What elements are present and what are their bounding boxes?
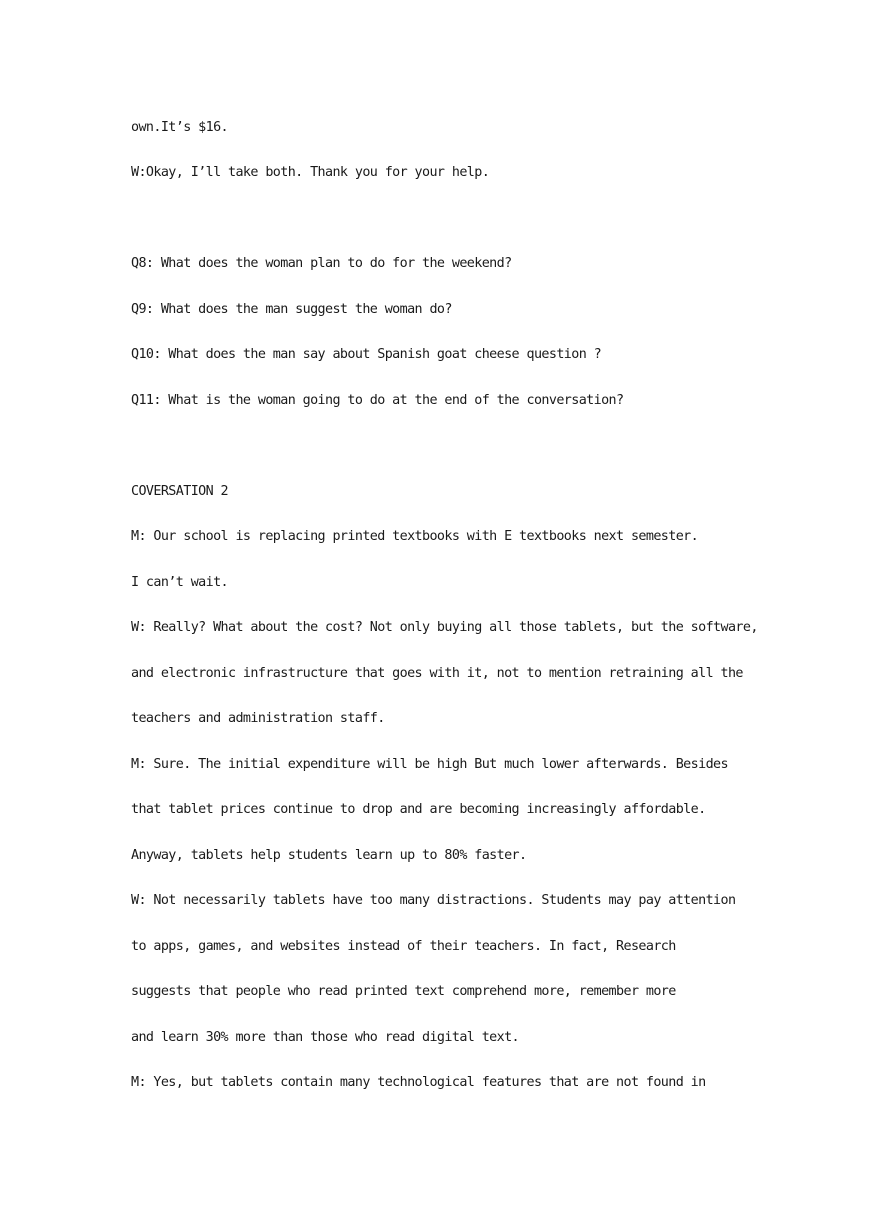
section-heading: COVERSATION 2 [131, 484, 229, 499]
text-line: teachers and administration staff. [131, 711, 385, 726]
text-line: M: Sure. The initial expenditure will be high But much lower afterwards. Besides [131, 757, 728, 772]
text-line: that tablet prices continue to drop and are becoming increasingly affordable. [131, 802, 706, 817]
text-line: and learn 30% more than those who read digital text. [131, 1030, 520, 1045]
question-line: Q8: What does the woman plan to do for the weekend? [131, 256, 512, 271]
text-line: M: Yes, but tablets contain many technological features that are not found in [131, 1075, 706, 1090]
text-line: to apps, games, and websites instead of their teachers. In fact, Research [131, 939, 676, 954]
text-line: I can’t wait. [131, 575, 229, 590]
text-line: and electronic infrastructure that goes with it, not to mention retraining all the [131, 666, 743, 681]
text-line: W:Okay, I’ll take both. Thank you for your help. [131, 165, 490, 180]
question-line: Q9: What does the man suggest the woman do? [131, 302, 452, 317]
text-line: own.It’s $16. [131, 120, 229, 135]
text-line: M: Our school is replacing printed textbooks with E textbooks next semester. [131, 529, 699, 544]
text-line: Anyway, tablets help students learn up to 80% faster. [131, 848, 527, 863]
text-line: suggests that people who read printed text comprehend more, remember more [131, 984, 676, 999]
text-line: W: Not necessarily tablets have too many distractions. Students may pay attention [131, 893, 736, 908]
text-line: W: Really? What about the cost? Not only buying all those tablets, but the software, [131, 620, 758, 635]
question-line: Q11: What is the woman going to do at the end of the conversation? [131, 393, 624, 408]
question-line: Q10: What does the man say about Spanish goat cheese question ? [131, 347, 602, 362]
